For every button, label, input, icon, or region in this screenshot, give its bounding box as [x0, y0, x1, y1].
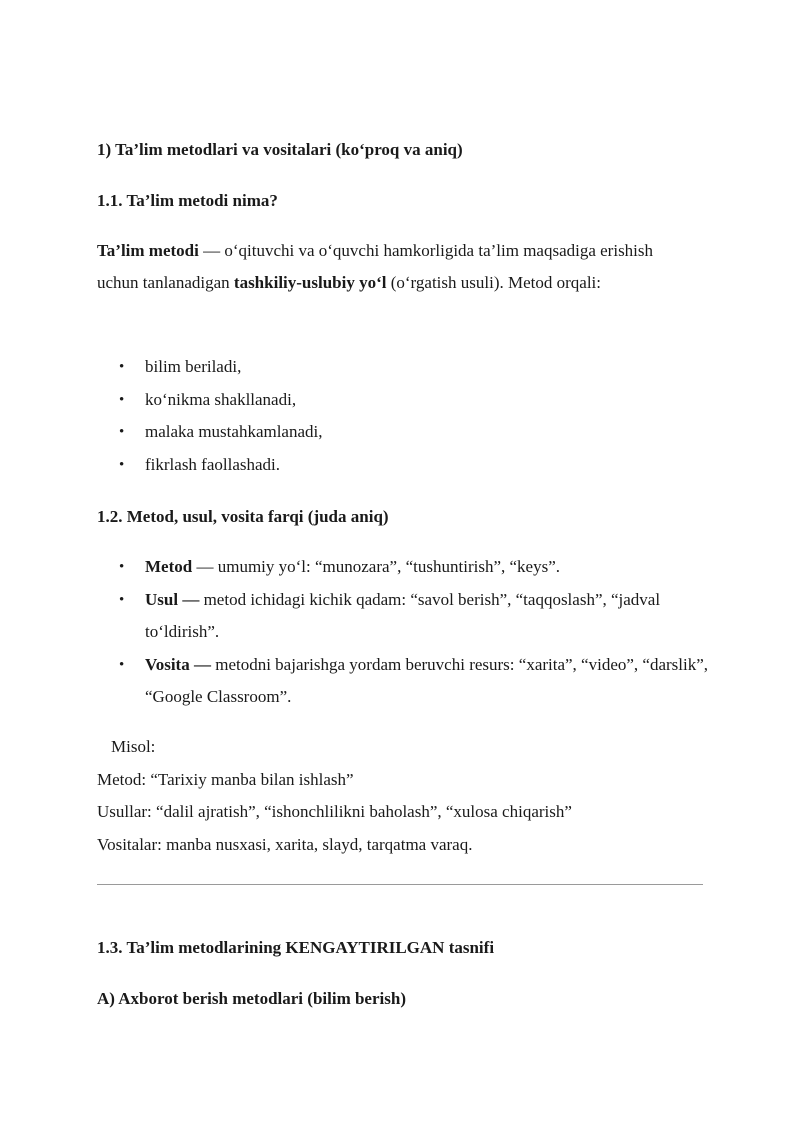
example-block: [97, 731, 717, 861]
list-item: [97, 551, 717, 584]
subsection-heading-a: A) Axborot berish metodlari (bilim berish): [97, 989, 406, 1008]
section-heading-1: 1) Ta’lim metodlari va vositalari (ko‘proq va aniq): [97, 140, 463, 159]
list-item: [97, 584, 717, 649]
bullet-icon: •: [119, 359, 125, 375]
definition-text-2: (o‘rgatish usuli). Metod orqali:: [386, 273, 602, 292]
list-item-text: fikrlash faollashadi.: [145, 454, 281, 474]
bullet-icon: •: [119, 656, 125, 673]
example-line: Usullar: “dalil ajratish”, “ishonchlilikni baholash”, “xulosa chiqarish”: [97, 802, 572, 821]
bullet-icon: •: [119, 391, 125, 408]
list-item-text: bilim beriladi,: [145, 357, 242, 376]
list-item: [97, 449, 717, 482]
list-item: [97, 649, 717, 714]
subsection-heading-1-3: 1.3. Ta’lim metodlarining KENGAYTIRILGAN tasnifi: [97, 938, 495, 957]
list-item: [97, 416, 717, 449]
example-line: Vositalar: manba nusxasi, xarita, slayd, tarqatma varaq.: [97, 834, 473, 854]
definition-emphasis: tashkiliy-uslubiy yo‘l: [233, 273, 387, 292]
list-item-text: malaka mustahkamlanadi,: [145, 422, 323, 441]
bullet-icon: •: [119, 456, 125, 473]
horizontal-divider: [97, 884, 703, 885]
list-item-text: ko‘nikma shakllanadi,: [145, 389, 297, 409]
example-line: Metod: “Tarixiy manba bilan ishlash”: [97, 769, 354, 789]
difference-term: Usul —: [145, 589, 200, 609]
bullet-icon: •: [119, 559, 125, 575]
difference-term: Vosita —: [145, 654, 211, 674]
method-results-list: [97, 351, 717, 481]
definition-paragraph: [97, 235, 697, 299]
subsection-heading-1-2: 1.2. Metod, usul, vosita farqi (juda aniq): [97, 507, 389, 526]
differences-list: [97, 551, 717, 714]
bullet-icon: •: [119, 591, 125, 608]
difference-text: — umumiy yo‘l: “munozara”, “tushuntirish”, “keys”.: [192, 557, 560, 576]
example-title: Misol:: [111, 737, 156, 756]
definition-text-1: — o‘qituvchi va o‘quvchi hamkorligida ta’lim maqsadiga erishish uchun tanlanadigan: [97, 241, 654, 292]
list-item: [97, 351, 717, 384]
list-item: [97, 384, 717, 417]
difference-text: metod ichidagi kichik qadam: “savol berish”, “taqqoslash”, “jadval to‘ldirish”.: [145, 589, 661, 641]
subsection-heading-1-1: 1.1. Ta’lim metodi nima?: [97, 191, 278, 210]
difference-term: Metod: [145, 557, 193, 576]
bullet-icon: •: [119, 424, 125, 440]
definition-term: Ta’lim metodi: [97, 241, 199, 260]
difference-text: metodni bajarishga yordam beruvchi resurs: “xarita”, “video”, “darslik”, “Google Classroom”.: [145, 654, 709, 706]
